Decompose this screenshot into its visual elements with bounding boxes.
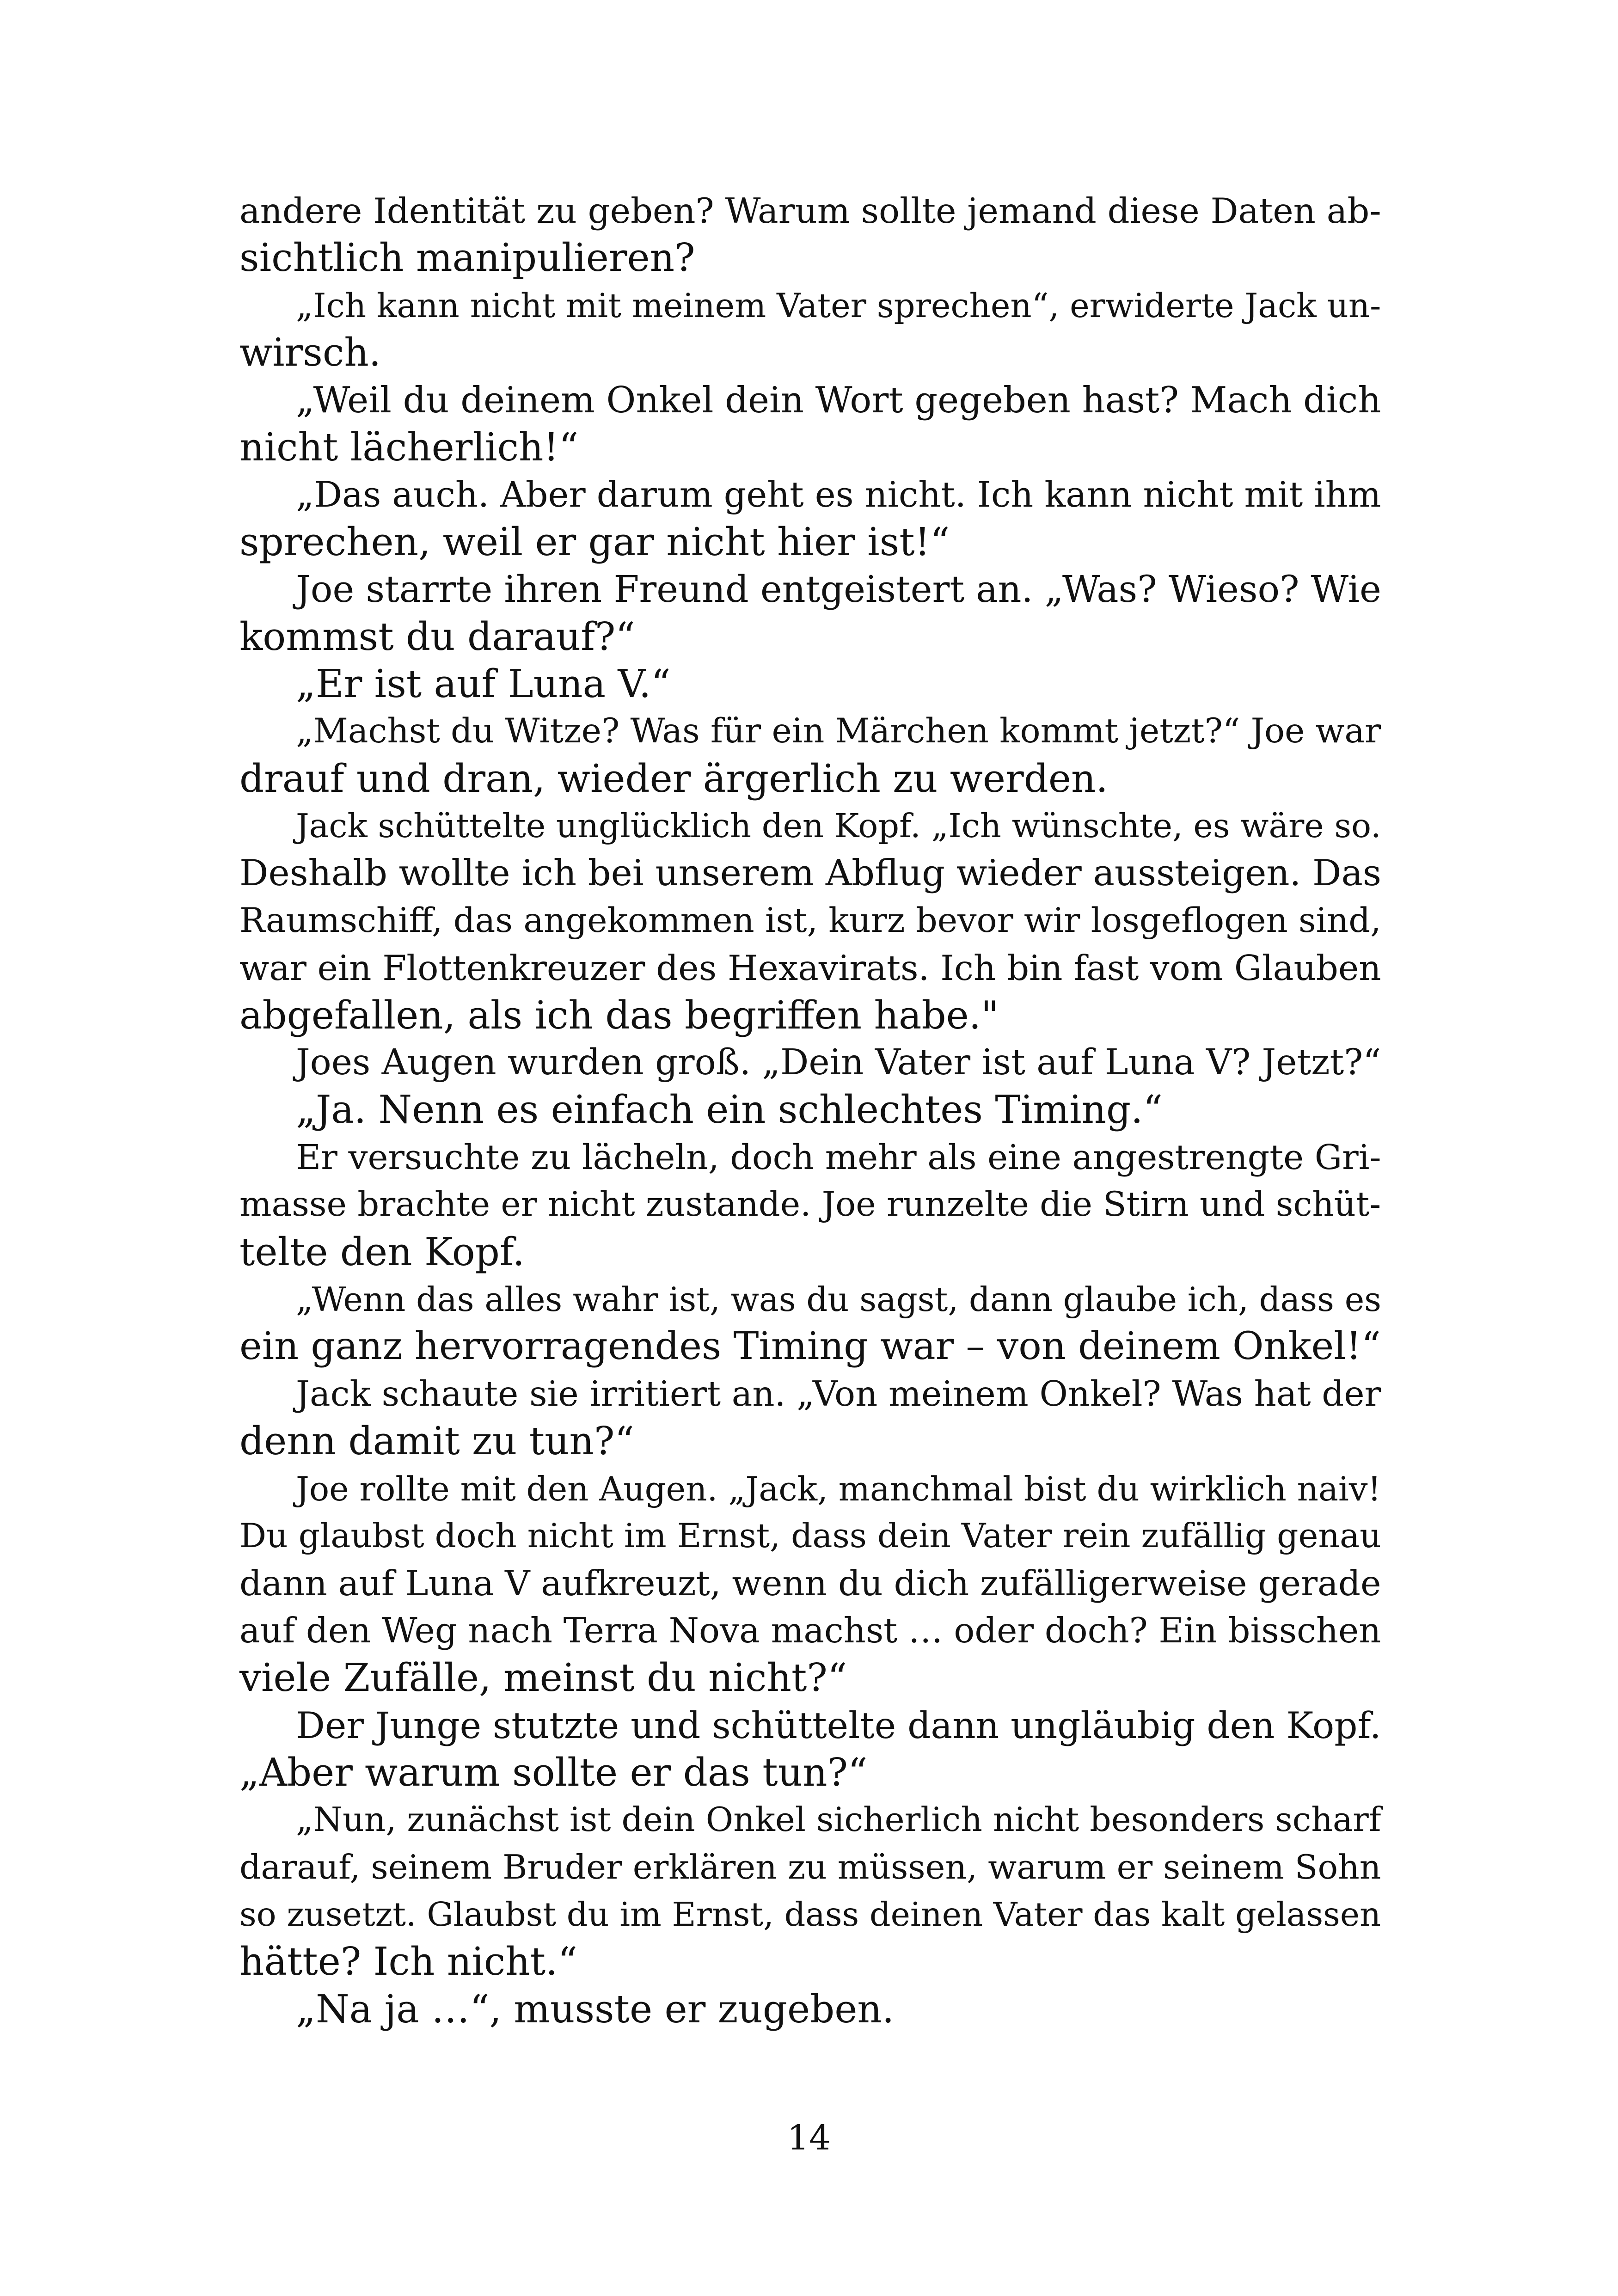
text-line: Deshalb wollte ich bei unserem Abflug wieder aussteigen. Das xyxy=(239,852,1381,894)
text-line: wirsch. xyxy=(239,330,381,375)
text-line: Joes Augen wurden groß. „Dein Vater ist auf Luna V? Jetzt?“ xyxy=(296,1042,1381,1084)
text-line: Jack schüttelte unglücklich den Kopf. „Ich wünschte, es wäre so. xyxy=(296,807,1381,845)
text-line: Du glaubst doch nicht im Ernst, dass dein Vater rein zufällig genau xyxy=(239,1516,1381,1555)
text-line: viele Zufälle, meinst du nicht?“ xyxy=(239,1655,847,1701)
text-line: dann auf Luna V aufkreuzt, wenn du dich zufälligerweise gerade xyxy=(239,1563,1381,1604)
text-line: andere Identität zu geben? Warum sollte jemand diese Daten ab- xyxy=(239,190,1381,231)
text-line: darauf, seinem Bruder erklären zu müssen, warum er seinem Sohn xyxy=(239,1848,1381,1887)
text-line: nicht lächerlich!“ xyxy=(239,424,579,470)
text-line: Joe rollte mit den Augen. „Jack, manchmal bist du wirklich naiv! xyxy=(296,1469,1381,1508)
text-line: Jack schaute sie irritiert an. „Von meinem Onkel? Was hat der xyxy=(296,1373,1381,1414)
text-line: „Weil du deinem Onkel dein Wort gegeben hast? Mach dich xyxy=(296,379,1381,421)
text-line: drauf und dran, wieder ärgerlich zu werden. xyxy=(239,756,1108,801)
text-line: telte den Kopf. xyxy=(239,1229,525,1274)
page-number: 14 xyxy=(787,2118,831,2158)
text-line: sprechen, weil er gar nicht hier ist!“ xyxy=(239,519,950,564)
text-line: „Ich kann nicht mit meinem Vater sprechen“, erwiderte Jack un- xyxy=(296,286,1381,325)
text-line: hätte? Ich nicht.“ xyxy=(239,1939,577,1984)
text-line: kommst du darauf?“ xyxy=(239,614,635,659)
text-line: sichtlich manipulieren? xyxy=(239,235,695,281)
text-line: Joe starrte ihren Freund entgeistert an. „Was? Wieso? Wie xyxy=(296,568,1381,611)
text-line: so zusetzt. Glaubst du im Ernst, dass deinen Vater das kalt gelassen xyxy=(239,1895,1381,1934)
text-line: war ein Flottenkreuzer des Hexavirats. Ich bin fast vom Glauben xyxy=(239,948,1381,989)
text-line: Der Junge stutzte und schüttelte dann ungläubig den Kopf. xyxy=(296,1704,1381,1747)
text-line: Er versuchte zu lächeln, doch mehr als eine angestrengte Gri- xyxy=(296,1137,1381,1177)
text-line: „Wenn das alles wahr ist, was du sagst, dann glaube ich, dass es xyxy=(296,1280,1381,1319)
text-line: „Machst du Witze? Was für ein Märchen kommt jetzt?“ Joe war xyxy=(296,711,1381,751)
text-line: „Er ist auf Luna V.“ xyxy=(296,661,671,706)
text-line: masse brachte er nicht zustande. Joe runzelte die Stirn und schüt- xyxy=(239,1185,1381,1225)
text-line: ein ganz hervorragendes Timing war – von deinem Onkel!“ xyxy=(239,1324,1381,1369)
text-line: „Das auch. Aber darum geht es nicht. Ich kann nicht mit ihm xyxy=(296,474,1381,515)
text-line: „Nun, zunächst ist dein Onkel sicherlich nicht besonders scharf xyxy=(296,1800,1381,1840)
text-line: abgefallen, als ich das begriffen habe." xyxy=(239,992,999,1038)
text-line: „Na ja …“, musste er zugeben. xyxy=(296,1986,895,2032)
text-line: Raumschiff, das angekommen ist, kurz bevor wir losgeflogen sind, xyxy=(239,900,1381,940)
body-text xyxy=(239,187,1381,2033)
text-line: „Ja. Nenn es einfach ein schlechtes Timing.“ xyxy=(296,1087,1163,1133)
text-line: „Aber warum sollte er das tun?“ xyxy=(239,1750,868,1795)
text-line: denn damit zu tun?“ xyxy=(239,1419,634,1464)
text-line: auf den Weg nach Terra Nova machst … oder doch? Ein bisschen xyxy=(239,1610,1381,1651)
